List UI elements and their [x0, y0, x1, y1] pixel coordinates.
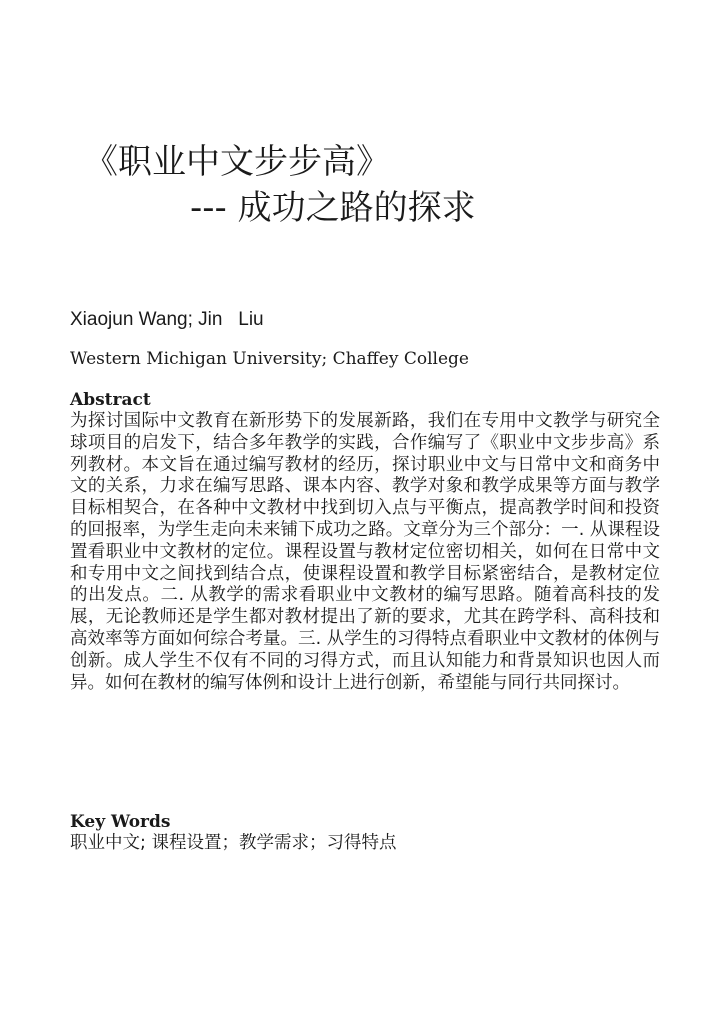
affiliations: Western Michigan University; Chaffey College: [70, 349, 469, 369]
keywords-body: 职业中文; 课程设置；教学需求；习得特点: [70, 833, 397, 853]
paper-title-line-1: 《职业中文步步高》: [84, 142, 390, 182]
keywords-heading: Key Words: [70, 812, 171, 832]
paper-title-line-2: --- 成功之路的探求: [190, 188, 476, 228]
authors: Xiaojun Wang; Jin Liu: [70, 309, 264, 330]
abstract-heading: Abstract: [70, 390, 151, 410]
abstract-body: 为探讨国际中文教育在新形势下的发展新路，我们在专用中文教学与研究全球项目的启发下，结合多年教学的实践，合作编写了《职业中文步步高》系列教材。本文旨在通过编写教材的经历，探讨职业中文与日常中文和商务中文的关系，力求在编写思路、课本内容、教学对象和教学成果等方面与教学目标相契合，在各种中文教材中找到切入点与平衡点，提高教学时间和投资的回报率，为学生走向未来铺下成功之路。文章分为三个部分：一. 从课程设置看职业中文教材的定位。课程设置与教材定位密切相关，如何在日常中文和专用中文之间找到结合点，使课程设置和教学目标紧密结合，是教材定位的出发点。二. 从教学的需求看职业中文教材的编写思路。随着高科技的发展，无论教师还是学生都对教材提出了新的要求，尤其在跨学科、高科技和高效率等方面如何综合考量。三. 从学生的习得特点看职业中文教材的体例与创新。成人学生不仅有不同的习得方式，而且认知能力和背景知识也因人而异。如何在教材的编写体例和设计上进行创新，希望能与同行共同探讨。: [70, 411, 660, 693]
